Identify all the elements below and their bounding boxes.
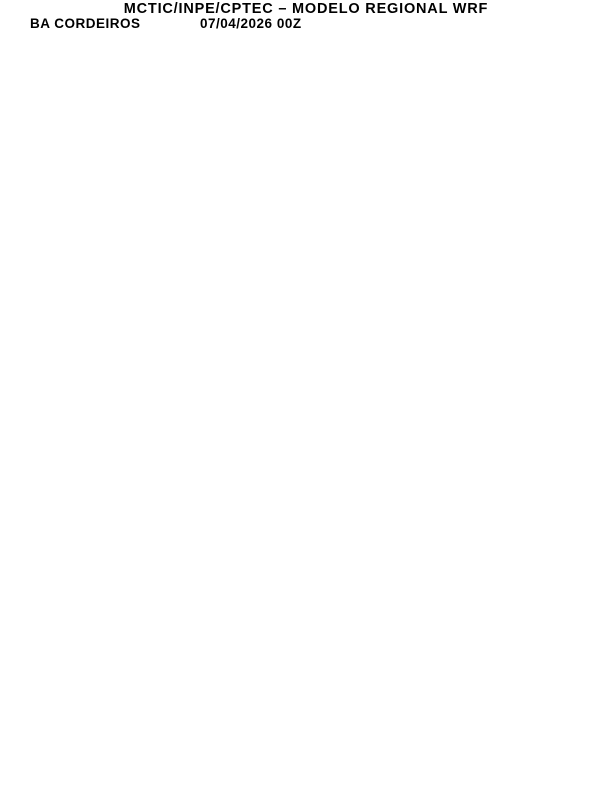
- station-name: BA CORDEIROS: [30, 16, 141, 31]
- run-datetime: 07/04/2026 00Z: [200, 16, 302, 31]
- model-title: MCTIC/INPE/CPTEC – MODELO REGIONAL WRF: [123, 1, 489, 17]
